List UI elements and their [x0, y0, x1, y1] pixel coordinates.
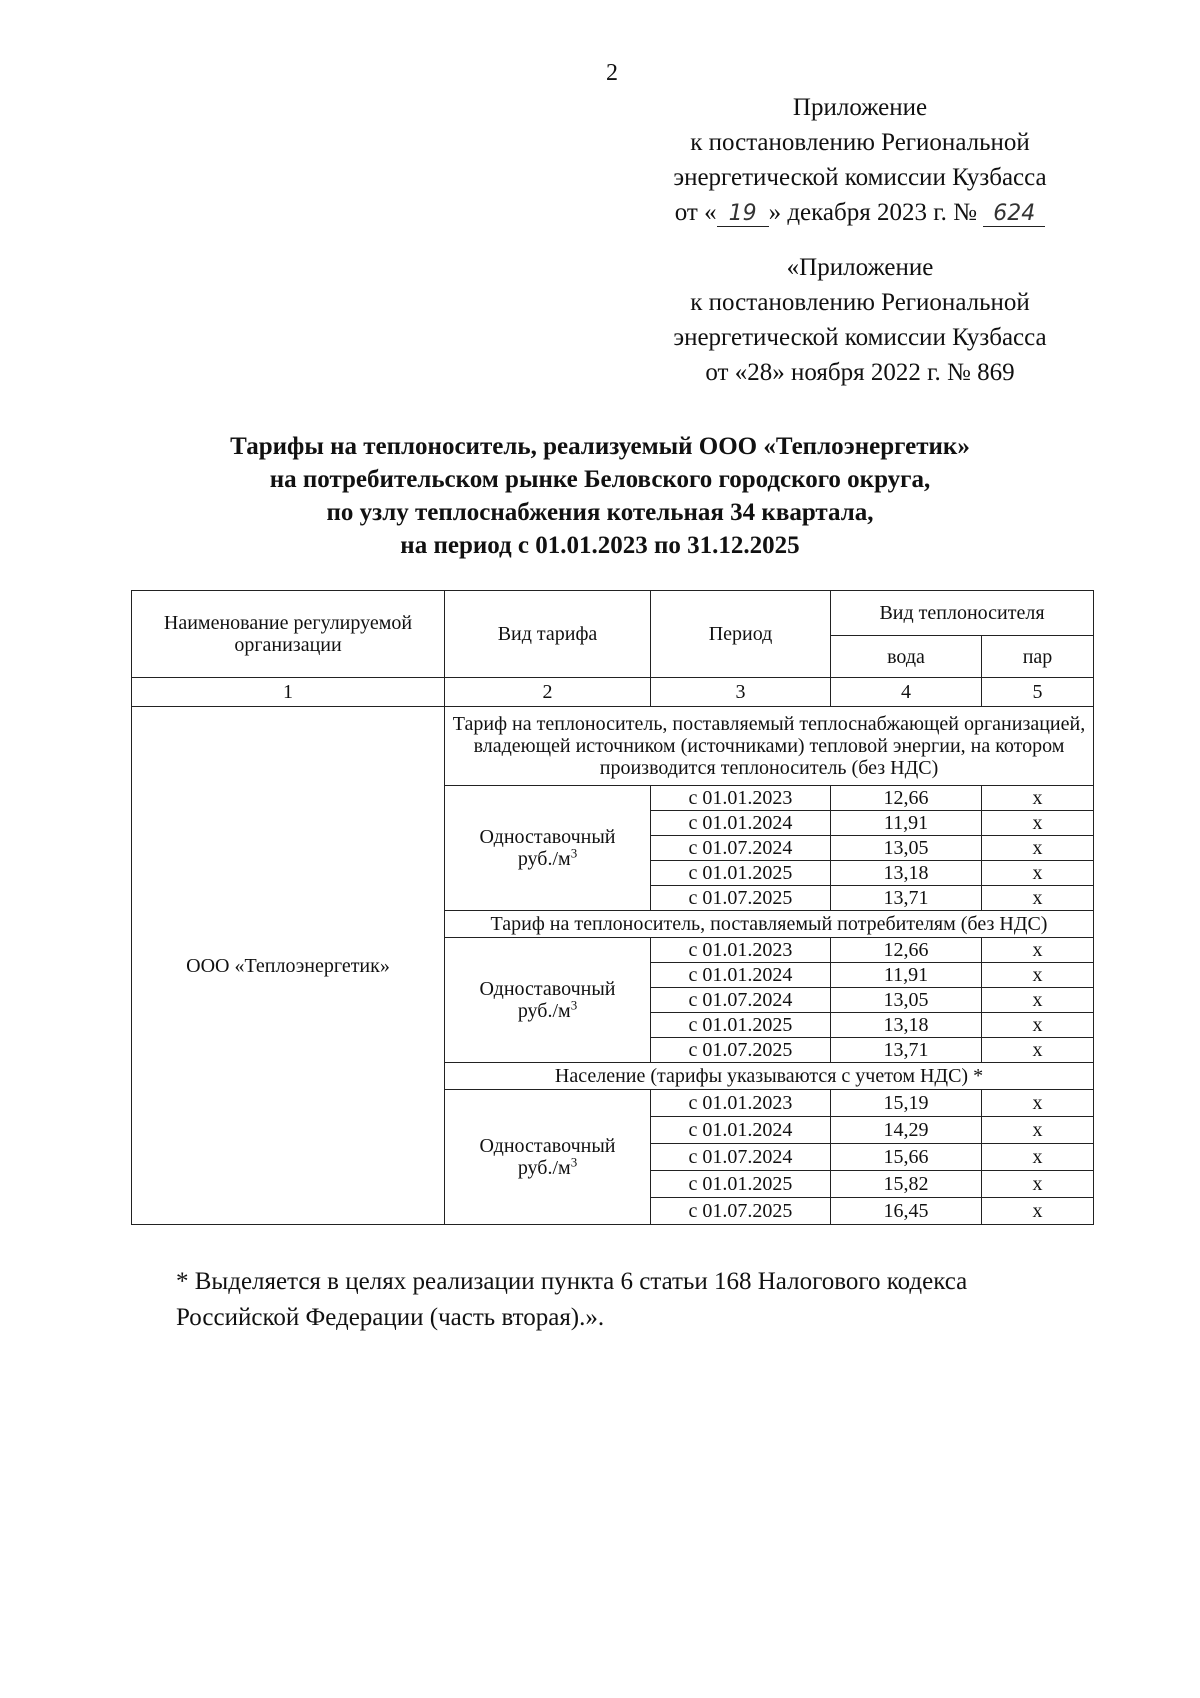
unit-exponent: 3 [570, 997, 578, 1013]
header-water: вода [831, 636, 982, 678]
date-prefix: от « [674, 199, 717, 226]
period-cell: с 01.01.2024 [651, 811, 831, 836]
header-tariff-type: Вид тарифа [445, 591, 651, 678]
footnote-line: * Выделяется в целях реализации пункта 6 статьи 168 Налогового кодекса [176, 1268, 968, 1295]
footnote-line: Российской Федерации (часть вторая).». [176, 1304, 605, 1331]
water-value: 13,71 [831, 1038, 982, 1063]
appendix-line: к постановлению Региональной [690, 289, 1030, 316]
steam-value: х [982, 886, 1094, 911]
water-value: 12,66 [831, 786, 982, 811]
organization-name: ООО «Теплоэнергетик» [132, 707, 445, 1225]
tariff-type: Одноставочный [479, 826, 616, 848]
appendix-header-previous [600, 250, 1120, 390]
handwritten-doc-number: 624 [983, 202, 1045, 227]
steam-value: х [982, 1198, 1094, 1225]
appendix-line: к постановлению Региональной [690, 129, 1030, 156]
steam-value: х [982, 1013, 1094, 1038]
column-number: 2 [445, 678, 651, 707]
period-cell: с 01.01.2025 [651, 1171, 831, 1198]
tariff-table [131, 590, 1094, 1225]
water-value: 14,29 [831, 1117, 982, 1144]
column-number: 4 [831, 678, 982, 707]
steam-value: х [982, 861, 1094, 886]
period-cell: с 01.01.2023 [651, 1090, 831, 1117]
appendix-line: энергетической комиссии Кузбасса [673, 164, 1047, 191]
steam-value: х [982, 786, 1094, 811]
period-cell: с 01.07.2025 [651, 886, 831, 911]
water-value: 13,18 [831, 861, 982, 886]
period-cell: с 01.01.2024 [651, 1117, 831, 1144]
period-cell: с 01.01.2025 [651, 861, 831, 886]
tariff-type-cell [445, 1090, 651, 1225]
title-line: Тарифы на теплоноситель, реализуемый ООО «Теплоэнергетик» [230, 433, 970, 460]
footnote [176, 1264, 1056, 1336]
document-title [120, 430, 1080, 562]
period-cell: с 01.01.2024 [651, 963, 831, 988]
tariff-type-cell [445, 786, 651, 911]
tariff-type-cell [445, 938, 651, 1063]
unit-exponent: 3 [570, 845, 578, 861]
section-title: Тариф на теплоноситель, поставляемый теплоснабжающей организацией, владеющей источником (источниками) тепловой энергии, на котором производится теплоноситель (без НДС) [445, 707, 1094, 786]
title-line: на период с 01.01.2023 по 31.12.2025 [400, 532, 800, 559]
section-title: Население (тарифы указываются с учетом НДС) * [445, 1063, 1094, 1090]
title-line: на потребительском рынке Беловского городского округа, [269, 466, 931, 493]
water-value: 13,18 [831, 1013, 982, 1038]
steam-value: х [982, 1171, 1094, 1198]
steam-value: х [982, 1117, 1094, 1144]
appendix-title: Приложение [792, 94, 928, 121]
appendix-title: «Приложение [786, 254, 934, 281]
title-line: по узлу теплоснабжения котельная 34 квартала, [326, 499, 874, 526]
page-number: 2 [606, 60, 618, 86]
appendix-line: энергетической комиссии Кузбасса [673, 324, 1047, 351]
period-cell: с 01.01.2023 [651, 786, 831, 811]
water-value: 13,05 [831, 988, 982, 1013]
steam-value: х [982, 811, 1094, 836]
water-value: 15,66 [831, 1144, 982, 1171]
period-cell: с 01.01.2023 [651, 938, 831, 963]
column-number: 3 [651, 678, 831, 707]
unit-exponent: 3 [570, 1154, 578, 1170]
water-value: 15,82 [831, 1171, 982, 1198]
period-cell: с 01.07.2024 [651, 836, 831, 861]
tariff-type: Одноставочный [479, 1135, 616, 1157]
steam-value: х [982, 836, 1094, 861]
header-period: Период [651, 591, 831, 678]
tariff-unit: руб./м [517, 1000, 571, 1022]
tariff-unit: руб./м [517, 1157, 571, 1179]
period-cell: с 01.07.2025 [651, 1198, 831, 1225]
handwritten-day: 19 [717, 202, 769, 227]
appendix-date-line [600, 195, 1120, 230]
water-value: 11,91 [831, 963, 982, 988]
steam-value: х [982, 938, 1094, 963]
steam-value: х [982, 1090, 1094, 1117]
period-cell: с 01.07.2024 [651, 988, 831, 1013]
date-suffix: » декабря 2023 г. № [768, 199, 978, 226]
tariff-type: Одноставочный [479, 978, 616, 1000]
header-organization: Наименование регулируемой организации [132, 591, 445, 678]
water-value: 11,91 [831, 811, 982, 836]
water-value: 12,66 [831, 938, 982, 963]
header-heat-carrier: Вид теплоносителя [831, 591, 1094, 636]
column-number: 1 [132, 678, 445, 707]
tariff-unit: руб./м [517, 848, 571, 870]
water-value: 15,19 [831, 1090, 982, 1117]
water-value: 13,05 [831, 836, 982, 861]
steam-value: х [982, 1144, 1094, 1171]
column-number: 5 [982, 678, 1094, 707]
appendix-date-line: от «28» ноября 2022 г. № 869 [705, 359, 1015, 386]
appendix-header-current [600, 90, 1120, 230]
period-cell: с 01.07.2024 [651, 1144, 831, 1171]
header-steam: пар [982, 636, 1094, 678]
water-value: 16,45 [831, 1198, 982, 1225]
period-cell: с 01.01.2025 [651, 1013, 831, 1038]
section-title: Тариф на теплоноситель, поставляемый потребителям (без НДС) [445, 911, 1094, 938]
steam-value: х [982, 1038, 1094, 1063]
period-cell: с 01.07.2025 [651, 1038, 831, 1063]
steam-value: х [982, 988, 1094, 1013]
water-value: 13,71 [831, 886, 982, 911]
steam-value: х [982, 963, 1094, 988]
